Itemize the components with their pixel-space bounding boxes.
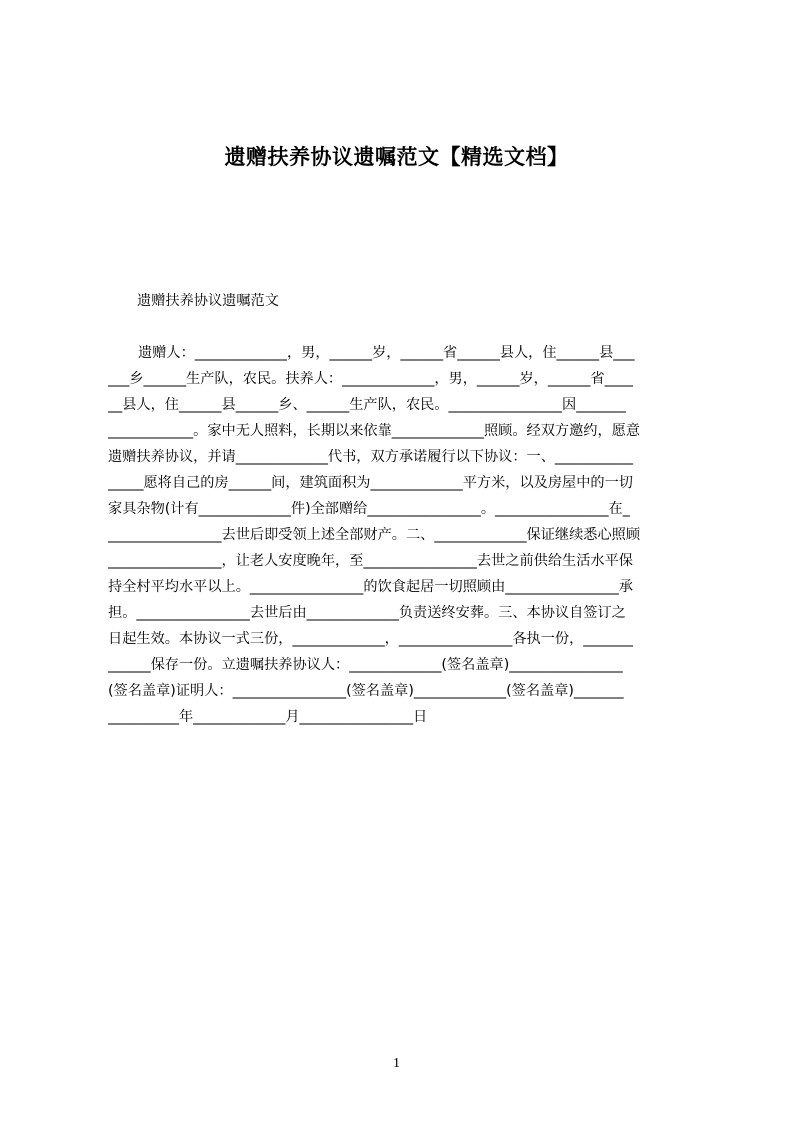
body-line: ________________去世后即受领上述全部财产。二、_____________保证继续悉心照顾 xyxy=(108,527,641,543)
body-line: 担。________________去世后由_____________负责送终安葬。三、本协议自签订之 xyxy=(108,605,626,621)
body-line: (签名盖章)证明人：________________(签名盖章)_____________(签名盖章)_______ xyxy=(108,683,624,699)
body-line: ___乡______生产队，农民。扶养人：_____________，男，______岁，______省____ xyxy=(108,371,633,387)
body-line: 家具杂物(计有_____________件)全部赠给________________。________________在_ xyxy=(108,501,630,517)
body-line: ________________，让老人安度晚年，至________________去世之前供给生活水平保 xyxy=(108,553,633,569)
body-line: _____愿将自己的房______间，建筑面积为_____________平方米，以及房屋中的一切 xyxy=(108,475,633,491)
page-number: 1 xyxy=(393,1056,400,1071)
body-line: 遗赠人：_____________，男，______岁，______省______县人，住______县___ xyxy=(138,345,635,361)
section-heading: 遗赠扶养协议遗嘱范文 xyxy=(137,293,279,309)
body-line: ____________。家中无人照料，长期以来依靠_____________照顾。经双方邀约，愿意 xyxy=(108,423,641,439)
body-line: __县人，住______县______乡、______生产队，农民。________________因_______ xyxy=(108,397,626,413)
body-line: __________年_____________月________________日 xyxy=(108,709,428,725)
body-line: 遗赠扶养协议，并请_____________代书，双方承诺履行以下协议：一、___________ xyxy=(108,449,633,465)
body-line: 持全村平均水平以上。________________的饮食起居一切照顾由________________承 xyxy=(108,579,633,595)
body-line: ______保存一份。立遗嘱扶养协议人：_____________(签名盖章)________________ xyxy=(108,657,623,673)
agreement-body xyxy=(108,343,698,733)
body-line: 日起生效。本协议一式三份，_____________，________________各执一份，_______ xyxy=(108,631,633,647)
document-title: 遗赠扶养协议遗嘱范文【精选文档】 xyxy=(224,145,569,169)
